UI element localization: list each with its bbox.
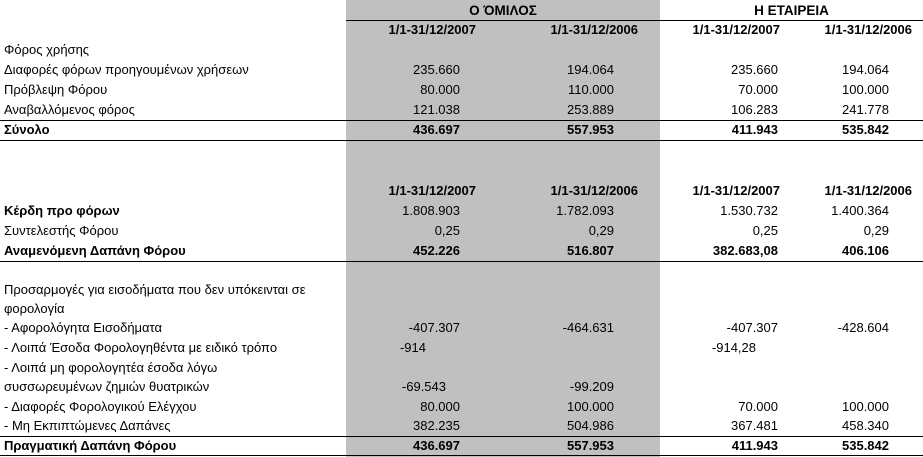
value-cell: 516.807 [567,243,614,258]
table-row [0,60,923,80]
period-header: 1/1-31/12/2007 [388,183,476,198]
value-cell: 70.000 [738,82,778,97]
value-cell: 436.697 [413,122,460,137]
row-label: - Διαφορές Φορολογικού Ελέγχου [4,399,197,414]
total-row [0,436,923,456]
row-label: φορολογία [4,301,65,316]
row-label: Φόρος χρήσης [4,42,90,57]
row-label: - Μη Εκπιπτώμενες Δαπάνες [4,418,171,433]
value-cell: 100.000 [842,82,889,97]
row-label: Αναβαλλόμενος φόρος [4,102,135,117]
value-cell: 382.235 [413,418,460,433]
value-cell: -464.631 [562,320,614,335]
row-label: - Λοιπά μη φορολογητέα έσοδα λόγω [4,360,218,375]
row-label: Αναμενόμενη Δαπάνη Φόρου [4,243,186,258]
value-cell: 0,29 [588,223,614,238]
value-cell: 535.842 [842,438,889,453]
value-cell: 1.782.093 [556,203,614,218]
value-cell: 110.000 [567,82,614,97]
total-row [0,120,923,140]
value-cell: 411.943 [731,122,778,137]
company-header: Η ΕΤΑΙΡΕΙΑ [660,0,923,21]
row-label: Πρόβλεψη Φόρου [4,82,108,97]
value-cell: -99.209 [569,379,614,394]
table-row [0,201,923,221]
row-label: - Λοιπά Έσοδα Φορολογηθέντα με ειδικό τρόπο [4,340,278,355]
table-row [0,80,923,100]
value-cell: -407.307 [726,320,778,335]
period-header-row [0,20,923,40]
divider [0,261,923,262]
table-row [0,397,923,417]
period-header: 1/1-31/12/2007 [692,22,780,37]
table-row [0,338,923,358]
divider [0,140,923,141]
row-label: συσσωρευμένων ζημιών θυατρικών [4,379,210,394]
table-row [0,241,923,261]
value-cell: 1.530.732 [720,203,778,218]
value-cell: 106.283 [731,102,778,117]
period-header: 1/1-31/12/2007 [692,183,780,198]
value-cell: 0,25 [752,223,778,238]
group-header: Ο ΌΜΙΛΟΣ [346,0,660,21]
period-header: 1/1-31/12/2006 [824,183,912,198]
value-cell: 80.000 [420,82,460,97]
table-row [0,221,923,241]
row-label: - Αφορολόγητα Εισοδήματα [4,320,163,335]
period-header: 1/1-31/12/2006 [824,22,912,37]
value-cell: 253.889 [567,102,614,117]
value-cell [474,338,614,358]
value-cell: -914,28 [711,340,756,355]
value-cell: 504.986 [567,418,614,433]
value-cell: -69.543 [401,379,446,394]
divider [0,455,923,456]
row-label: Διαφορές φόρων προηγουμένων χρήσεων [4,62,249,77]
value-cell: 367.481 [731,418,778,433]
value-cell: 411.943 [731,438,778,453]
table-row [0,358,923,378]
value-cell: 235.660 [413,62,460,77]
value-cell: 1.808.903 [402,203,460,218]
table-row [0,377,923,397]
section-title-row [0,299,923,319]
value-cell: 80.000 [420,399,460,414]
row-label: Κέρδη προ φόρων [4,203,120,218]
value-cell: 557.953 [567,122,614,137]
value-cell: 535.842 [842,122,889,137]
period-header-row [0,181,923,201]
value-cell: 557.953 [567,438,614,453]
period-header: 1/1-31/12/2006 [550,183,638,198]
value-cell: -428.604 [837,320,889,335]
value-cell: 436.697 [413,438,460,453]
value-cell: 0,29 [863,223,889,238]
value-cell: 0,25 [434,223,460,238]
table-row [0,100,923,120]
value-cell: 194.064 [842,62,889,77]
table-row [0,318,923,338]
value-cell: -914 [399,340,426,355]
value-cell: 194.064 [567,62,614,77]
value-cell: 235.660 [731,62,778,77]
row-label: Σύνολο [4,122,50,137]
period-header: 1/1-31/12/2007 [388,22,476,37]
row-label: Προσαρμογές για εισοδήματα που δεν υπόκεινται σε [4,282,306,297]
value-cell: 1.400.364 [831,203,889,218]
value-cell: 458.340 [842,418,889,433]
value-cell: 406.106 [842,243,889,258]
period-header: 1/1-31/12/2006 [550,22,638,37]
section-title-row [0,280,923,300]
value-cell: 100.000 [842,399,889,414]
value-cell: 121.038 [413,102,460,117]
section-title-row [0,40,923,60]
value-cell [780,338,889,358]
value-cell: -407.307 [408,320,460,335]
value-cell: 100.000 [567,399,614,414]
table-row [0,416,923,436]
value-cell: 452.226 [413,243,460,258]
value-cell: 241.778 [842,102,889,117]
value-cell: 70.000 [738,399,778,414]
value-cell: 382.683,08 [712,243,778,258]
row-label: Πραγματική Δαπάνη Φόρου [4,438,177,453]
row-label: Συντελεστής Φόρου [4,223,119,238]
